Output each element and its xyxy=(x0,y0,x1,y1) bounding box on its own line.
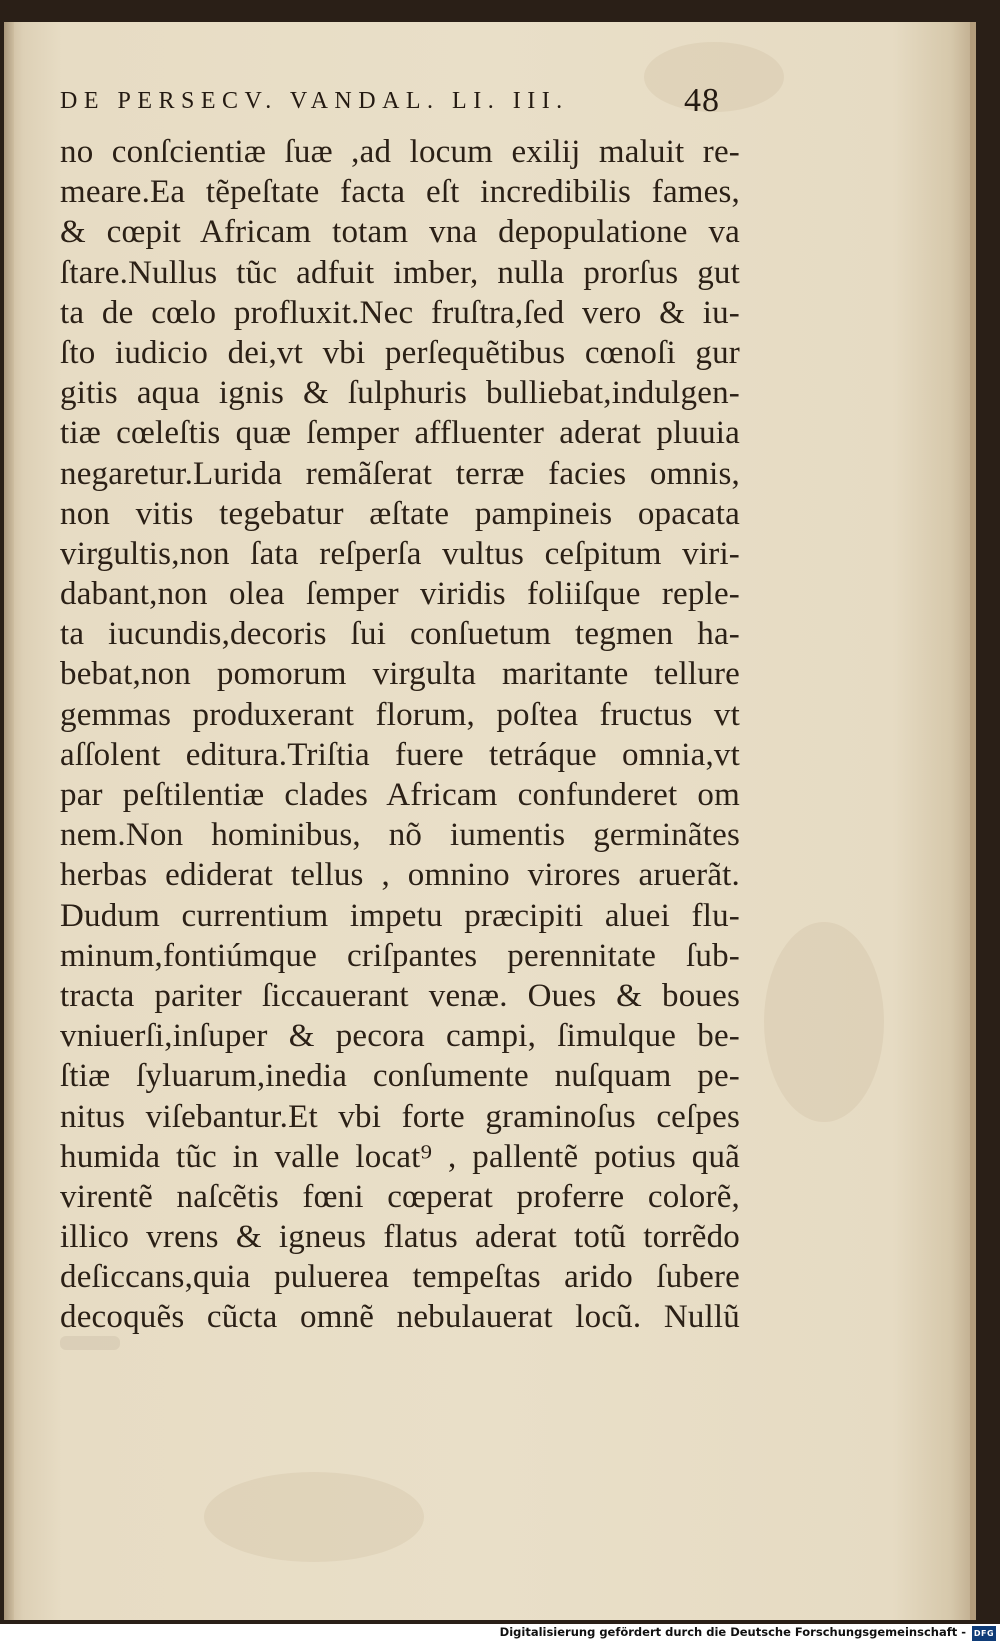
running-title: DE PERSECV. VANDAL. LI. III. xyxy=(60,88,569,114)
text-line: Dudum currentium impetu præcipiti aluei flu- xyxy=(60,897,740,934)
running-header xyxy=(60,82,720,122)
folio-number: 48 xyxy=(684,82,720,119)
show-through-smudge xyxy=(60,1336,120,1350)
text-line: & cœpit Africam totam vna depopulatione va xyxy=(60,214,740,251)
text-line: illico vrens & igneus flatus aderat totũ torrẽdo xyxy=(60,1219,740,1256)
text-line: ſto iudicio dei,vt vbi perſequẽtibus cœnoſi gur xyxy=(60,334,740,371)
text-line: virgultis,non ſata reſperſa vultus ceſpitum viri- xyxy=(60,535,740,572)
text-line: deſiccans,quia puluerea tempeſtas arido ſubere xyxy=(60,1259,740,1296)
text-line: gemmas produxerant florum, poſtea fructus vt xyxy=(60,696,740,733)
text-line: virentẽ naſcẽtis fœni cœperat proferre colorẽ, xyxy=(60,1178,740,1215)
text-line: decoquẽs cũcta omnẽ nebulauerat locũ. Nullũ xyxy=(60,1299,740,1336)
page-gutter-shadow xyxy=(4,22,14,1620)
text-line: ta iucundis,decoris ſui conſuetum tegmen ha- xyxy=(60,616,740,653)
text-line: aſſolent editura.Triſtia fuere tetráque omnia,vt xyxy=(60,736,740,773)
text-line: non vitis tegebatur æſtate pampineis opacata xyxy=(60,495,740,532)
main-text-block xyxy=(60,132,740,1338)
text-line: par peſtilentiæ clades Africam confunderet om xyxy=(60,777,740,813)
dfg-logo: DFG xyxy=(972,1626,996,1641)
text-line: ſtare.Nullus tũc adfuit imber, nulla prorſus gut xyxy=(60,254,740,291)
text-line: negaretur.Lurida remãſerat terræ facies omnis, xyxy=(60,455,740,492)
text-line: ta de cœlo profluxit.Nec fruſtra,ſed vero & iu- xyxy=(60,294,740,331)
text-line: nem.Non hominibus, nõ iumentis germinãtes xyxy=(60,817,740,854)
text-line: minum,fontiúmque criſpantes perennitate ſub- xyxy=(60,937,740,974)
paper-stain xyxy=(204,1472,424,1562)
funding-credit: Digitalisierung gefördert durch die Deutsche Forschungsgemeinschaft - xyxy=(499,1625,966,1639)
text-line: vniuerſi,inſuper & pecora campi, ſimulque be- xyxy=(60,1018,740,1055)
text-line: tracta pariter ſiccauerant venæ. Oues & boues xyxy=(60,977,740,1014)
text-line: dabant,non olea ſemper viridis foliiſque reple- xyxy=(60,576,740,613)
text-line: herbas ediderat tellus , omnino virores aruerãt. xyxy=(60,857,740,894)
text-line: nitus viſebantur.Et vbi forte graminoſus ceſpes xyxy=(60,1098,740,1135)
text-line: no conſcientiæ ſuæ ,ad locum exilij maluit re- xyxy=(60,134,740,170)
text-line: tiæ cœleſtis quæ ſemper affluenter aderat pluuia xyxy=(60,415,740,452)
text-line: meare.Ea tẽpeſtate facta eſt incredibilis fames, xyxy=(60,174,740,211)
text-line: gitis aqua ignis & ſulphuris bulliebat,indulgen- xyxy=(60,375,740,412)
text-line: bebat,non pomorum virgulta maritante tellure xyxy=(60,656,740,693)
paper-stain xyxy=(764,922,884,1122)
digitization-footer xyxy=(0,1624,1000,1644)
text-line: humida tũc in valle locat⁹ , pallentẽ potius quã xyxy=(60,1138,740,1175)
text-line: ſtiæ ſyluarum,inedia conſumente nuſquam pe- xyxy=(60,1058,740,1095)
